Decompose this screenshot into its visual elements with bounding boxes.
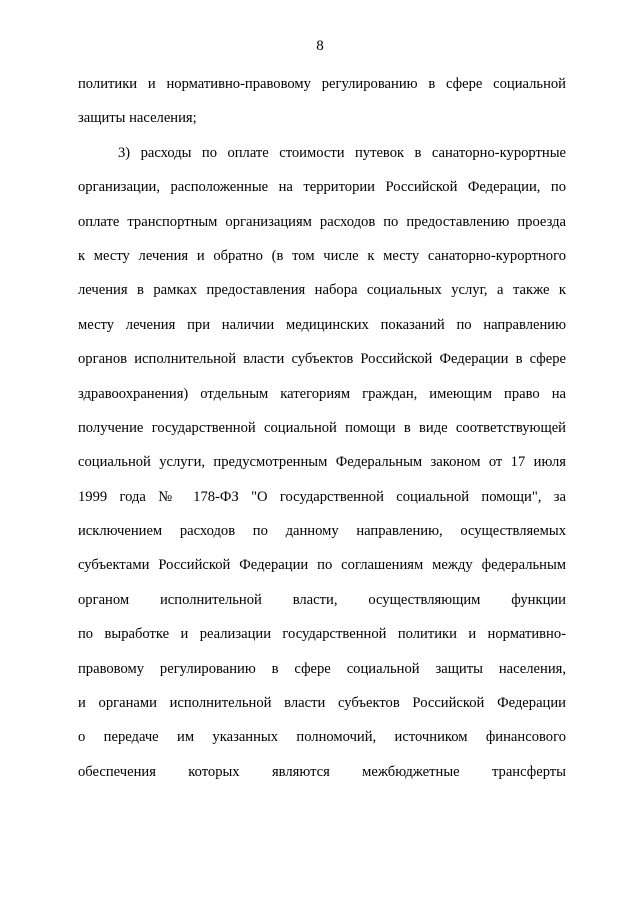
document-body [78,72,566,794]
text-line-1: политики и нормативно-правовому регулированию в сфере социальной [78,76,566,92]
text-line-18: правовому регулированию в сфере социальной защиты населения, [78,660,566,677]
text-line-12: социальной услуги, предусмотренным Федеральным законом от 17 июля [78,454,566,471]
text-line-17: по выработке и реализации государственной политики и нормативно- [78,626,566,643]
text-line-10: здравоохранения) отдельным категориям граждан, имеющим право на [78,385,566,402]
text-line-11: получение государственной социальной помощи в виде соответствующей [78,419,566,436]
text-line-2: защиты населения; [78,110,197,127]
text-line-5: оплате транспортным организациям расходов по предоставлению проезда [78,213,566,230]
text-line-3: 3) расходы по оплате стоимости путевок в санаторно-курортные [118,144,566,161]
text-line-21: обеспечения которых являются межбюджетные трансферты [78,763,566,780]
page-number: 8 [316,38,324,54]
text-line-20: о передаче им указанных полномочий, источником финансового [78,729,566,746]
text-line-4: организации, расположенные на территории Российской Федерации, по [78,179,566,196]
text-line-16: органом исполнительной власти, осуществляющим функции [78,591,566,608]
text-line-7: лечения в рамках предоставления набора социальных услуг, а также к [78,282,566,299]
text-line-19: и органами исполнительной власти субъектов Российской Федерации [78,695,566,712]
text-line-15: субъектами Российской Федерации по соглашениям между федеральным [78,557,566,574]
text-line-8: месту лечения при наличии медицинских показаний по направлению [78,316,566,333]
text-line-9: органов исполнительной власти субъектов Российской Федерации в сфере [78,351,566,368]
text-line-6: к месту лечения и обратно (в том числе к месту санаторно-курортного [78,247,566,264]
text-line-14: исключением расходов по данному направлению, осуществляемых [78,523,566,540]
text-line-13: 1999 года № 178-ФЗ "О государственной социальной помощи", за [78,488,566,505]
